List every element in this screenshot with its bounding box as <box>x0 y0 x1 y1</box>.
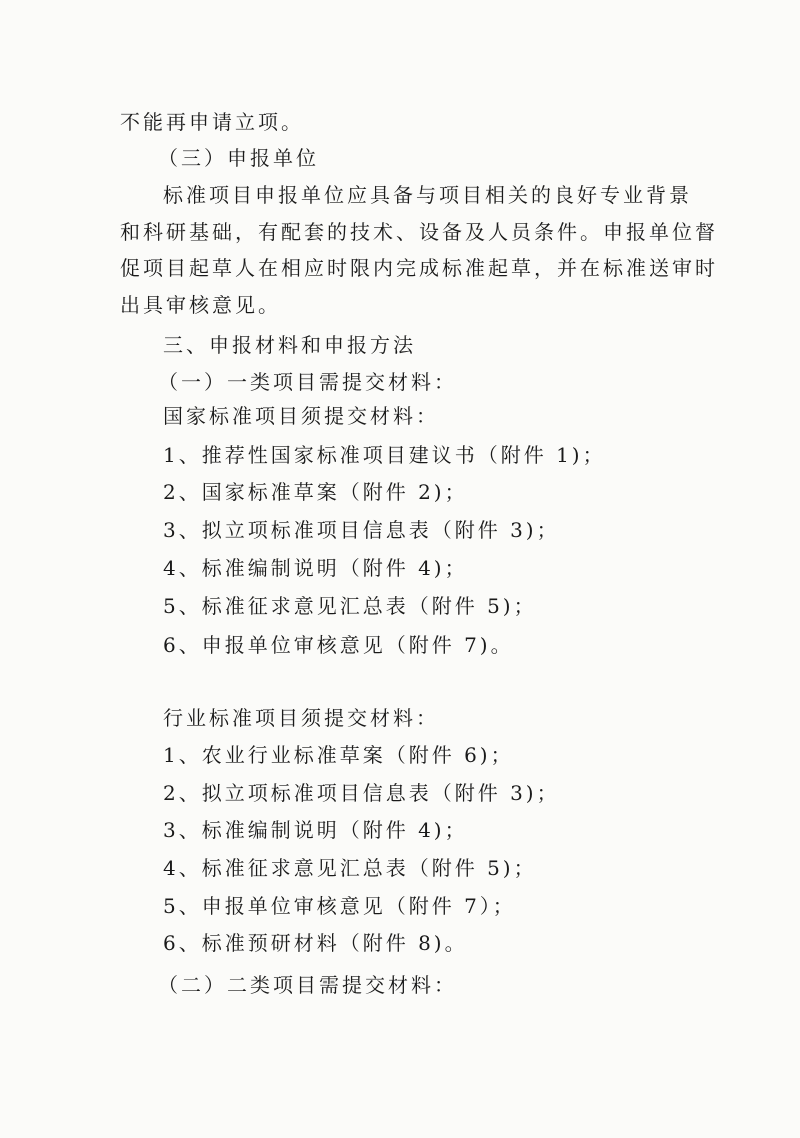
body-text-line: 出具审核意见。 <box>120 293 281 317</box>
section-heading: （三）申报单位 <box>158 146 319 170</box>
list-item: 3、标准编制说明（附件 4)； <box>163 818 468 842</box>
list-item: 6、标准预研材料（附件 8)。 <box>163 931 468 955</box>
list-heading: 行业标准项目须提交材料： <box>163 706 439 730</box>
section-heading: 三、申报材料和申报方法 <box>163 333 416 357</box>
list-heading: 国家标准项目须提交材料： <box>163 404 439 428</box>
subsection-heading: （一）一类项目需提交材料： <box>158 370 457 394</box>
list-item: 1、推荐性国家标准项目建议书（附件 1)； <box>163 443 606 467</box>
body-text-line: 不能再申请立项。 <box>120 110 304 134</box>
list-item: 3、拟立项标准项目信息表（附件 3)； <box>163 518 560 542</box>
list-item: 4、标准征求意见汇总表（附件 5)； <box>163 856 537 880</box>
list-item: 4、标准编制说明（附件 4)； <box>163 556 468 580</box>
body-text-line: 促项目起草人在相应时限内完成标准起草，并在标准送审时 <box>120 256 718 280</box>
list-item: 2、拟立项标准项目信息表（附件 3)； <box>163 781 560 805</box>
list-item: 5、申报单位审核意见（附件 7）； <box>163 894 516 918</box>
body-text-line: 标准项目申报单位应具备与项目相关的良好专业背景 <box>163 183 692 207</box>
list-item: 2、国家标准草案（附件 2)； <box>163 480 468 504</box>
list-item: 6、申报单位审核意见（附件 7)。 <box>163 633 514 657</box>
subsection-heading: （二）二类项目需提交材料： <box>158 973 457 997</box>
body-text-line: 和科研基础，有配套的技术、设备及人员条件。申报单位督 <box>120 220 718 244</box>
list-item: 5、标准征求意见汇总表（附件 5)； <box>163 594 537 618</box>
list-item: 1、农业行业标准草案（附件 6)； <box>163 743 514 767</box>
